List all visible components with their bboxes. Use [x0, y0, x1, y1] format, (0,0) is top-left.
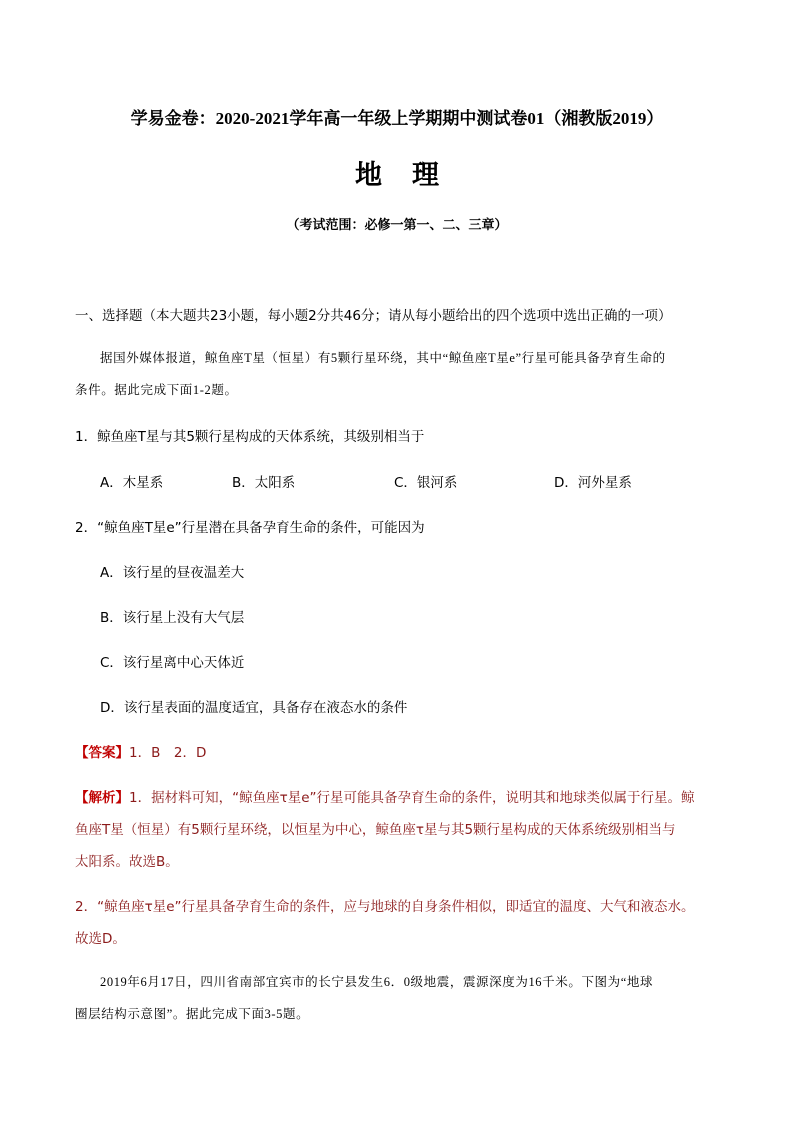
question-1-option-b: B．太阳系	[232, 475, 296, 491]
subject-char-2: 理	[412, 160, 439, 190]
analysis-tag: 【解析】	[75, 790, 129, 806]
material-2-line-2: 圈层结构示意图”。据此完成下面3-5题。	[75, 1007, 310, 1021]
question-1-option-a: A．木星系	[100, 475, 164, 491]
analysis-text-1: 1．据材料可知，“鲸鱼座τ星e”行星可能具备孕育生命的条件，说明其和地球类似属于行星。鲸	[129, 790, 695, 806]
question-2-option-d: D．该行星表面的温度适宜，具备存在液态水的条件	[100, 700, 408, 716]
subject-title	[0, 153, 794, 192]
question-2-option-a: A．该行星的昼夜温差大	[100, 565, 245, 581]
analysis-line-4: 2．“鲸鱼座τ星e”行星具备孕育生命的条件，应与地球的自身条件相似，即适宜的温度、大气和液态水。	[75, 899, 695, 915]
question-1-option-d: D．河外星系	[554, 475, 632, 491]
analysis-line-2: 鱼座T星（恒星）有5颗行星环绕，以恒星为中心，鲸鱼座τ星与其5颗行星构成的天体系统级别相当与	[75, 822, 676, 838]
exam-title: 学易金卷：2020-2021学年高一年级上学期期中测试卷01（湘教版2019）	[130, 109, 664, 128]
question-1-option-c: C．银河系	[394, 475, 458, 491]
question-2-stem: 2．“鲸鱼座T星e”行星潜在具备孕育生命的条件，可能因为	[75, 520, 425, 536]
answer-text: 1．B 2．D	[129, 745, 207, 761]
exam-scope: （考试范围：必修一第一、二、三章）	[286, 217, 508, 232]
question-2-option-b: B．该行星上没有大气层	[100, 610, 245, 626]
question-2-option-c: C．该行星离中心天体近	[100, 655, 245, 671]
question-1-stem: 1．鲸鱼座T星与其5颗行星构成的天体系统，其级别相当于	[75, 429, 425, 445]
subject-char-1: 地	[355, 160, 382, 190]
section-heading: 一、选择题（本大题共23小题，每小题2分共46分；请从每小题给出的四个选项中选出正确的一项）	[75, 308, 672, 324]
analysis-line-5: 故选D。	[75, 931, 126, 947]
material-1-line-2: 条件。据此完成下面1-2题。	[75, 383, 238, 397]
material-2-line-1: 2019年6月17日，四川省南部宜宾市的长宁县发生6．0级地震，震源深度为16千米。下图为“地球	[100, 975, 654, 989]
answer-line	[75, 741, 206, 761]
answer-tag: 【答案】	[75, 745, 129, 761]
material-1-line-1: 据国外媒体报道，鲸鱼座T星（恒星）有5颗行星环绕，其中“鲸鱼座T星e”行星可能具备孕育生命的	[100, 351, 666, 365]
analysis-line-1	[75, 786, 695, 806]
analysis-line-3: 太阳系。故选B。	[75, 854, 179, 870]
